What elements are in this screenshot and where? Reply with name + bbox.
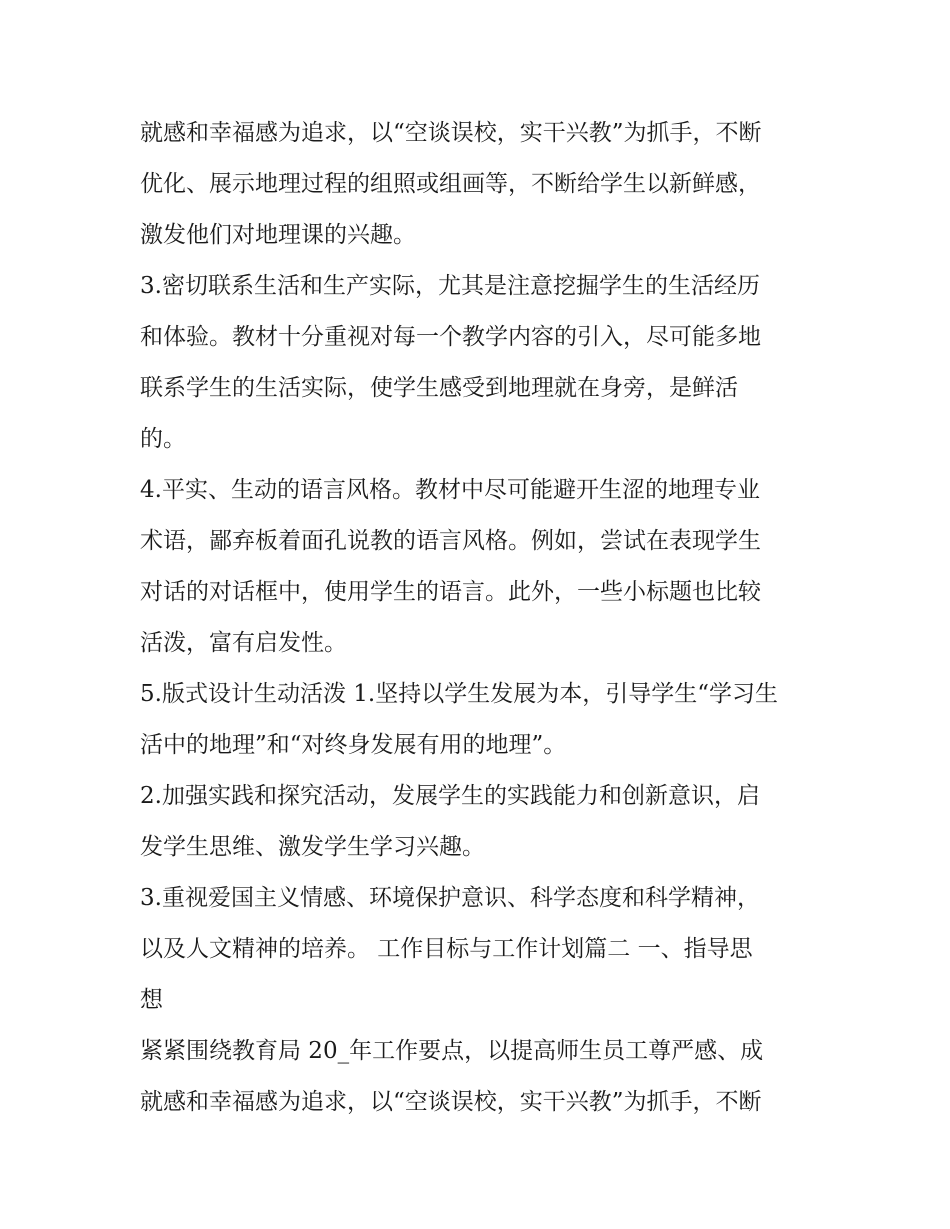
text-line: 3.重视爱国主义情感、环境保护意识、科学态度和科学精神， [140, 885, 760, 911]
text-line: 联系学生的生活实际，使学生感受到地理就在身旁，是鲜活 [140, 375, 738, 401]
text-line: 以及人文精神的培养。 工作目标与工作计划篇二 一、指导思 [140, 936, 753, 962]
text-line: 活中的地理”和“对终身发展有用的地理”。 [140, 732, 567, 758]
text-line: 3.密切联系生活和生产实际，尤其是注意挖掘学生的生活经历 [140, 273, 760, 299]
text-line: 2.加强实践和探究活动，发展学生的实践能力和创新意识，启 [140, 783, 760, 809]
text-line: 激发他们对地理课的兴趣。 [140, 222, 416, 248]
text-line: 的。 [140, 426, 186, 452]
text-line: 和体验。教材十分重视对每一个教学内容的引入，尽可能多地 [140, 324, 761, 350]
text-line: 发学生思维、激发学生学习兴趣。 [140, 834, 485, 860]
text-line: 4.平实、生动的语言风格。教材中尽可能避开生涩的地理专业 [140, 477, 760, 503]
document-body [140, 108, 820, 1128]
text-line: 紧紧围绕教育局 20_年工作要点，以提高师生员工尊严感、成 [140, 1038, 764, 1064]
text-line: 对话的对话框中，使用学生的语言。此外，一些小标题也比较 [140, 579, 761, 605]
text-line: 5.版式设计生动活泼 1.坚持以学生发展为本，引导学生“学习生 [140, 681, 778, 707]
text-line: 术语，鄙弃板着面孔说教的语言风格。例如，尝试在表现学生 [140, 528, 761, 554]
text-line: 活泼，富有启发性。 [140, 630, 347, 656]
text-line: 想 [140, 987, 163, 1013]
text-line: 就感和幸福感为追求，以“空谈误校，实干兴教”为抓手，不断 [140, 1089, 762, 1115]
text-line: 就感和幸福感为追求，以“空谈误校，实干兴教”为抓手，不断 [140, 120, 762, 146]
text-line: 优化、展示地理过程的组照或组画等，不断给学生以新鲜感， [140, 171, 761, 197]
